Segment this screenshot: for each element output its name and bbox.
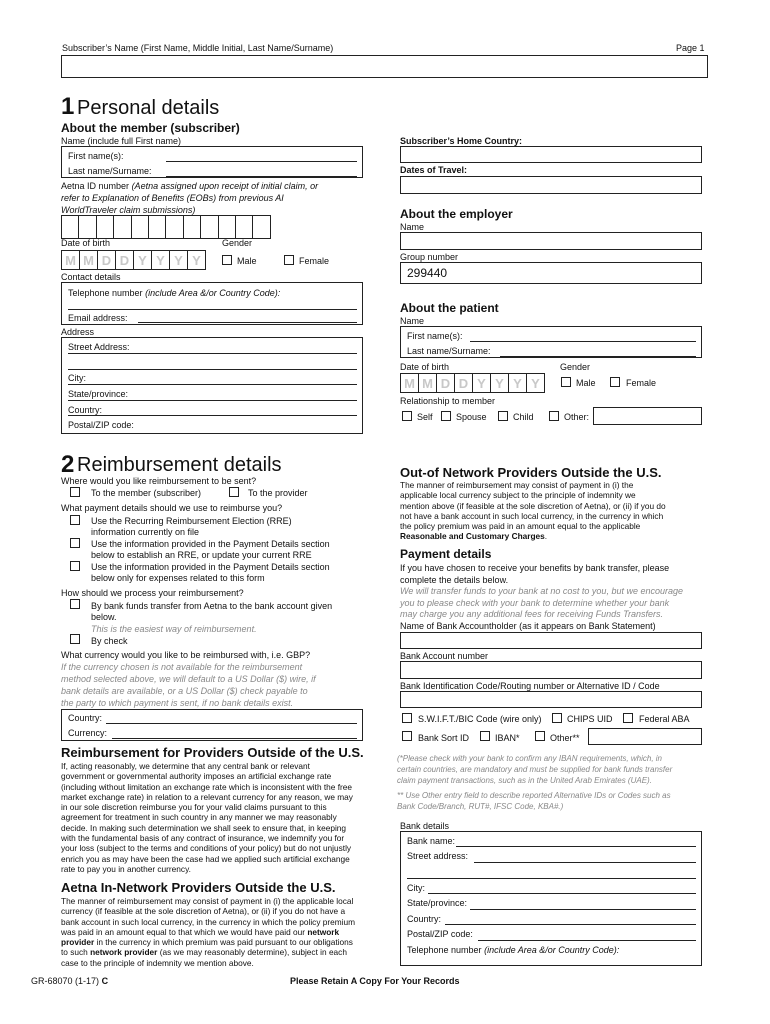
- oon-title: Out-of Network Providers Outside the U.S.: [400, 465, 662, 480]
- dob-label: Date of birth: [61, 238, 111, 248]
- patient-gender-label: Gender: [560, 362, 591, 372]
- other-field[interactable]: [588, 728, 702, 745]
- telephone-field[interactable]: [68, 309, 357, 310]
- opt-form-only-b: below only for expenses related to this form: [91, 573, 265, 583]
- email-label: Email address:: [68, 313, 128, 323]
- opt-form-only-a: Use the information provided in the Payment Details section: [91, 562, 330, 572]
- pd-text-1: If you have chosen to receive your benefits by bank transfer, please: [400, 563, 670, 573]
- about-patient-heading: About the patient: [400, 301, 499, 315]
- currency-field[interactable]: [112, 738, 357, 739]
- aetna-id-label: Aetna ID number (Aetna assigned upon receipt of initial claim, or: [61, 181, 319, 191]
- currency-question: What currency would you like to be reimbursed with, i.e. GBP?: [61, 650, 311, 660]
- innetwork-title: Aetna In-Network Providers Outside the U.S.: [61, 880, 336, 895]
- currency-country-label: Country:: [68, 713, 103, 723]
- address-label: Address: [61, 327, 95, 337]
- section-2-title: Reimbursement details: [77, 454, 282, 476]
- travel-dates-field[interactable]: [400, 176, 702, 194]
- bic-field[interactable]: [400, 691, 702, 708]
- easiest-note: This is the easiest way of reimbursement.: [91, 624, 257, 634]
- opt-rre-update-a: Use the information provided in the Payment Details section: [91, 539, 330, 549]
- account-number-label: Bank Account number: [400, 651, 489, 661]
- patient-name-label: Name: [400, 316, 425, 326]
- iban-note-2: certain countries, are mandatory and must be supplied for bank funds transfer: [397, 765, 673, 774]
- country-field[interactable]: [68, 415, 357, 416]
- name-label: Name (include full First name): [61, 136, 182, 146]
- payment-details-title: Payment details: [400, 547, 492, 561]
- street-field-2[interactable]: [68, 369, 357, 370]
- retain-copy-note: Please Retain A Copy For Your Records: [290, 976, 460, 986]
- iban-checkbox[interactable]: [480, 731, 490, 741]
- patient-first-field[interactable]: [470, 341, 696, 342]
- member-male-checkbox[interactable]: [222, 255, 232, 265]
- patient-last-label: Last name/Surname:: [407, 346, 491, 356]
- employer-name-field[interactable]: [400, 232, 702, 250]
- opt-rre-file-b: information currently on file: [91, 527, 200, 537]
- state-label: State/province:: [68, 389, 129, 399]
- by-check-label: By check: [91, 636, 128, 646]
- rel-self-checkbox[interactable]: [402, 411, 412, 421]
- accountholder-field[interactable]: [400, 632, 702, 649]
- oon-text: The manner of reimbursement may consist of payment in (i) the applicable local currency subject to the principle of indemnity we mention above (if feasible at the sole discretion of Aetna), or (ii) if you do not have a bank account in such local currency, in the currency in which the policy premium was paid in an amount equal to the applicable Reasonable and Customary Charges.: [400, 480, 666, 542]
- what-question: What payment details should we use to reimburse you?: [61, 503, 283, 513]
- contact-details-label: Contact details: [61, 272, 121, 282]
- bank-city-field[interactable]: [428, 893, 696, 894]
- state-field[interactable]: [68, 400, 357, 401]
- travel-dates-label: Dates of Travel:: [400, 165, 468, 175]
- form-code: GR-68070 (1-17) C: [31, 976, 109, 986]
- iban-note-3: claim payment transactions, such as in the United Arab Emirates (UAE).: [397, 776, 652, 785]
- bank-country-field[interactable]: [445, 924, 696, 925]
- to-provider-label: To the provider: [248, 488, 308, 498]
- section-1-number: 1: [61, 93, 75, 120]
- rel-child-label: Child: [513, 412, 534, 422]
- group-number-label: Group number: [400, 252, 459, 262]
- currency-country-field[interactable]: [106, 723, 357, 724]
- opt-rre-update-checkbox[interactable]: [70, 538, 80, 548]
- bank-details-label: Bank details: [400, 821, 450, 831]
- about-member-heading: About the member (subscriber): [61, 121, 240, 135]
- employer-name-label: Name: [400, 222, 425, 232]
- patient-dob-label: Date of birth: [400, 362, 450, 372]
- about-employer-heading: About the employer: [400, 207, 513, 221]
- providers-outside-title: Reimbursement for Providers Outside of the U.S.: [61, 745, 364, 760]
- bank-city-label: City:: [407, 883, 425, 893]
- chips-checkbox[interactable]: [552, 713, 562, 723]
- bank-state-label: State/province:: [407, 898, 468, 908]
- aetna-id-note-2: refer to Explanation of Benefits (EOBs) from previous AI: [61, 193, 284, 203]
- chips-label: CHIPS UID: [567, 714, 613, 724]
- rel-child-checkbox[interactable]: [498, 411, 508, 421]
- bank-transfer-label: By bank funds transfer from Aetna to the bank account given: [91, 601, 333, 611]
- email-field[interactable]: [138, 322, 357, 323]
- accountholder-label: Name of Bank Accountholder (as it appears on Bank Statement): [400, 621, 656, 631]
- providers-outside-text: If, acting reasonably, we determine that any central bank or relevant government or governmental authority imposes an artificial exchange rate (including without limitation an exchange rate which is inconsistent with the free market exchange rate) in relation to a relevant currency for any reason, we may in our sole discretion reimburse you for your valid claims pursuant to this agreement for treatment in such country in any manner we may reasonably decide. In making such determination we shall seek to ensure that, in keeping with the fundamental basis of any contract of insurance, we indemnify you for your loss (subject to the terms and conditions of your policy) but do not unjustly enrich you as may have been the case had we applied such artificial exchange rate to pay you in another currency.: [61, 761, 353, 874]
- rel-other-checkbox[interactable]: [549, 411, 559, 421]
- member-female-label: Female: [299, 256, 330, 266]
- iban-label: IBAN*: [495, 733, 520, 743]
- group-number-value: 299440: [407, 266, 448, 280]
- city-label: City:: [68, 373, 86, 383]
- currency-note-3: bank details are available, or a US Dollar ($) check payable to: [61, 686, 308, 696]
- bank-street-field[interactable]: [474, 862, 696, 863]
- opt-rre-update-b: below to establish an RRE, or update your current RRE: [91, 550, 312, 560]
- sortid-checkbox[interactable]: [402, 731, 412, 741]
- section-2-number: 2: [61, 451, 75, 478]
- by-check-checkbox[interactable]: [70, 634, 80, 644]
- home-country-field[interactable]: [400, 146, 702, 163]
- bank-postal-field[interactable]: [478, 940, 696, 941]
- gender-label: Gender: [222, 238, 253, 248]
- bank-postal-label: Postal/ZIP code:: [407, 929, 473, 939]
- bank-name-label: Bank name:: [407, 836, 456, 846]
- pd-note-3: may charge you any additional fees for receiving Funds Transfers.: [400, 609, 663, 619]
- sortid-label: Bank Sort ID: [418, 733, 470, 743]
- postal-label: Postal/ZIP code:: [68, 420, 134, 430]
- bank-transfer-checkbox[interactable]: [70, 599, 80, 609]
- bank-name-field[interactable]: [456, 846, 696, 847]
- opt-form-only-checkbox[interactable]: [70, 561, 80, 571]
- pd-note-1: We will transfer funds to your bank at no cost to you, but we encourage: [400, 586, 683, 596]
- last-name-label: Last name/Surname:: [68, 166, 152, 176]
- pd-text-2: complete the details below.: [400, 575, 509, 585]
- patient-female-checkbox[interactable]: [610, 377, 620, 387]
- subscriber-name-field[interactable]: [61, 55, 708, 78]
- home-country-label: Subscriber’s Home Country:: [400, 136, 523, 146]
- fedaba-label: Federal ABA: [639, 714, 690, 724]
- opt-rre-file-a: Use the Recurring Reimbursement Election (RRE): [91, 516, 292, 526]
- iban-note-1: (*Please check with your bank to confirm any IBAN requirements, which, in: [397, 754, 663, 763]
- city-field[interactable]: [68, 384, 357, 385]
- telephone-label: Telephone number (include Area &/or Country Code):: [68, 288, 281, 298]
- first-name-label: First name(s):: [68, 151, 124, 161]
- other-checkbox[interactable]: [535, 731, 545, 741]
- street-field[interactable]: [68, 353, 357, 354]
- innetwork-text: The manner of reimbursement may consist of payment in (i) the applicable local currency (if feasible at the sole discretion of Aetna), or (ii) if you do not have a bank account in such local currency, in the currency in which the policy premium was paid in an amount equal to that which we would have paid our network provider in the currency in which premium was paid pursuant to our obligations to such network provider (as we may reasonably determine), subject in each case to the principle of indemnity we mention above.: [61, 896, 356, 968]
- page-number: Page 1: [676, 43, 705, 53]
- bank-state-field[interactable]: [470, 909, 696, 910]
- currency-note-4: the party to which payment is sent, if no bank details exist.: [61, 698, 294, 708]
- rel-self-label: Self: [417, 412, 433, 422]
- patient-first-label: First name(s):: [407, 331, 463, 341]
- bank-tel-label: Telephone number (include Area &/or Country Code):: [407, 945, 620, 955]
- swift-checkbox[interactable]: [402, 713, 412, 723]
- bank-country-label: Country:: [407, 914, 442, 924]
- last-name-field[interactable]: [166, 176, 357, 177]
- relationship-label: Relationship to member: [400, 396, 496, 406]
- member-dob-field[interactable]: M M D D Y Y Y Y: [61, 250, 205, 270]
- rel-spouse-checkbox[interactable]: [441, 411, 451, 421]
- street-label: Street Address:: [68, 342, 130, 352]
- subscriber-name-label: Subscriber’s Name (First Name, Middle Initial, Last Name/Surname): [62, 43, 334, 53]
- account-number-field[interactable]: [400, 661, 702, 679]
- section-1-title: Personal details: [77, 97, 220, 119]
- member-male-label: Male: [237, 256, 257, 266]
- opt-rre-file-checkbox[interactable]: [70, 515, 80, 525]
- swift-label: S.W.I.F.T./BIC Code (wire only): [418, 714, 542, 724]
- patient-last-field[interactable]: [500, 356, 696, 357]
- currency-note-2: method selected above, we will default to a US Dollar ($) wire, if: [61, 674, 316, 684]
- rel-spouse-label: Spouse: [456, 412, 487, 422]
- to-member-checkbox[interactable]: [70, 487, 80, 497]
- bank-street-field-2[interactable]: [407, 878, 696, 879]
- rel-other-field[interactable]: [593, 407, 702, 425]
- aetna-id-note-3: WorldTraveler claim submissions): [61, 205, 196, 215]
- fedaba-checkbox[interactable]: [623, 713, 633, 723]
- how-question: How should we process your reimbursement?: [61, 588, 244, 598]
- to-provider-checkbox[interactable]: [229, 487, 239, 497]
- rel-other-label: Other:: [564, 412, 590, 422]
- bank-street-label: Street address:: [407, 851, 469, 861]
- patient-dob-field[interactable]: M M D D Y Y Y Y: [400, 373, 544, 393]
- patient-male-label: Male: [576, 378, 596, 388]
- patient-female-label: Female: [626, 378, 657, 388]
- other-label: Other**: [550, 733, 580, 743]
- other-note-2: Bank Code/Branch, RUT#, IFSC Code, KBA#.): [397, 802, 564, 811]
- where-question: Where would you like reimbursement to be sent?: [61, 476, 257, 486]
- to-member-label: To the member (subscriber): [91, 488, 202, 498]
- currency-label: Currency:: [68, 728, 108, 738]
- other-note-1: ** Use Other entry field to describe reported Alternative IDs or Codes such as: [397, 791, 671, 800]
- aetna-id-field[interactable]: [61, 215, 270, 239]
- currency-note-1: If the currency chosen is not available for the reimbursement: [61, 662, 303, 672]
- patient-male-checkbox[interactable]: [561, 377, 571, 387]
- country-label: Country:: [68, 405, 103, 415]
- first-name-field[interactable]: [166, 161, 357, 162]
- member-female-checkbox[interactable]: [284, 255, 294, 265]
- pd-note-2: you to please check with your bank to determine whether your bank: [400, 598, 670, 608]
- bank-transfer-label-2: below.: [91, 612, 117, 622]
- bic-label: Bank Identification Code/Routing number or Alternative ID / Code: [400, 681, 660, 691]
